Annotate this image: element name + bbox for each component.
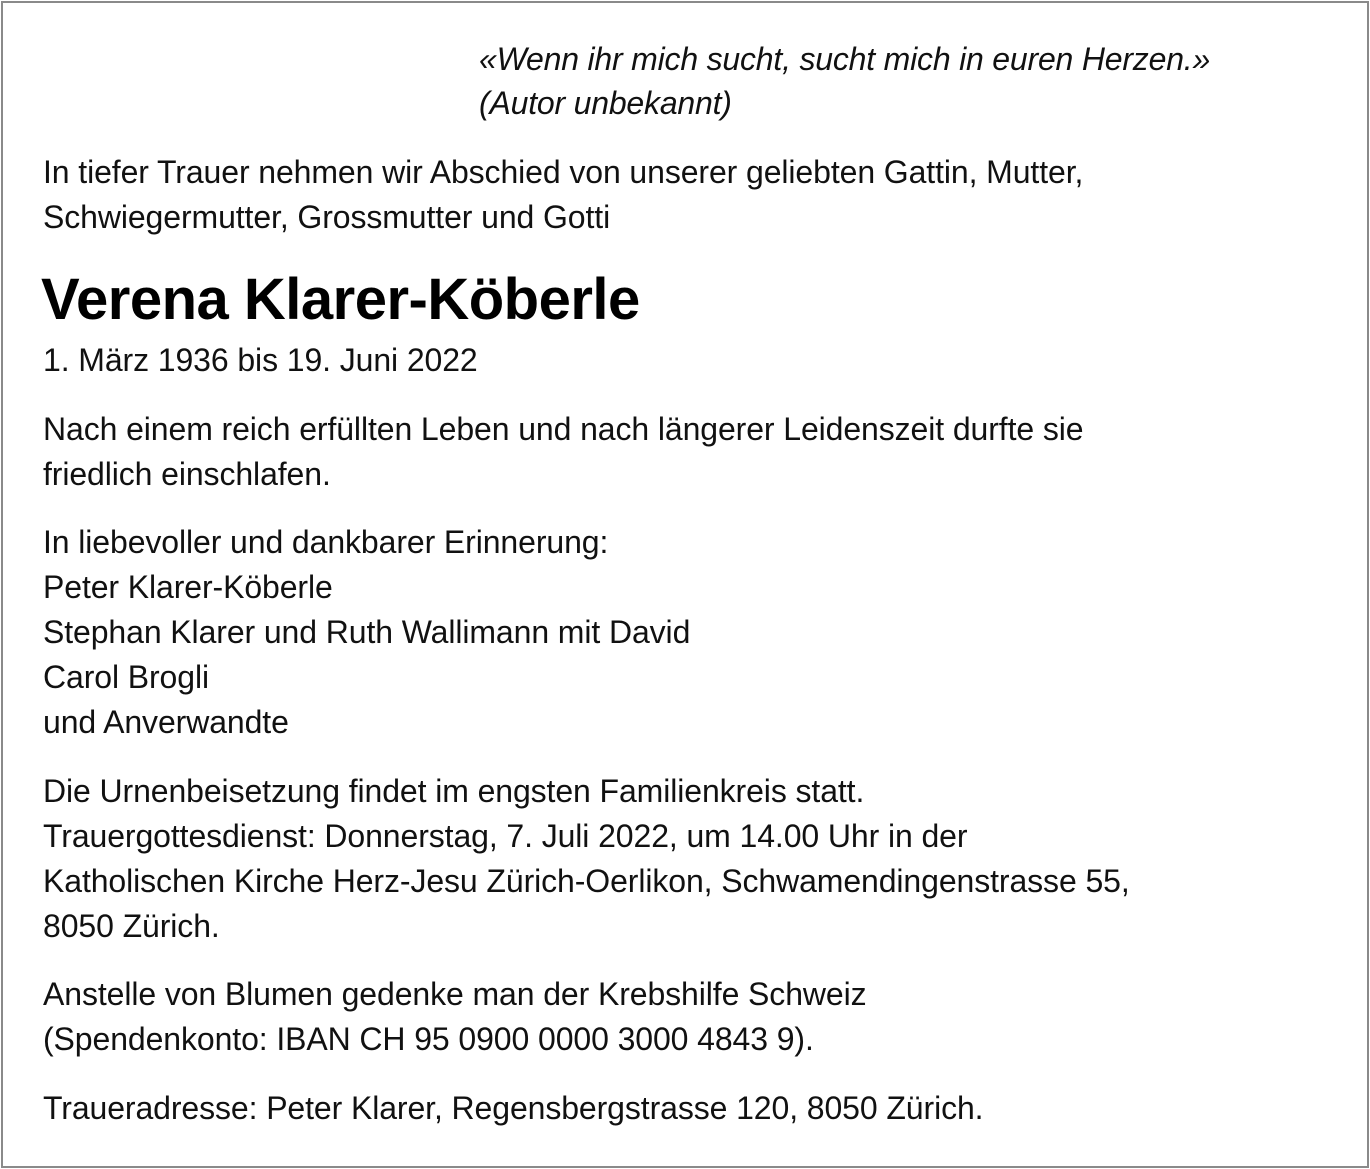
- donation-line: Anstelle von Blumen gedenke man der Krebshilfe Schweiz: [43, 976, 867, 1012]
- address-line: Traueradresse: Peter Klarer, Regensbergstrasse 120, 8050 Zürich.: [43, 1090, 984, 1126]
- memorial-quote: [479, 37, 1210, 125]
- quote-text: «Wenn ihr mich sucht, sucht mich in euren Herzen.»: [479, 41, 1211, 77]
- mourners-list: [43, 520, 690, 745]
- service-line: Katholischen Kirche Herz-Jesu Zürich-Oerlikon, Schwamendingenstrasse 55,: [43, 863, 1130, 899]
- life-paragraph: [43, 407, 1083, 497]
- life-dates-text: 1. März 1936 bis 19. Juni 2022: [43, 342, 478, 378]
- service-line: Die Urnenbeisetzung findet im engsten Familienkreis statt.: [43, 773, 865, 809]
- intro-paragraph: [43, 150, 1083, 240]
- obituary-notice: [1, 1, 1369, 1168]
- service-paragraph: [43, 769, 1130, 949]
- mourner-name: Stephan Klarer und Ruth Wallimann mit David: [43, 614, 691, 650]
- service-line: Trauergottesdienst: Donnerstag, 7. Juli 2022, um 14.00 Uhr in der: [43, 818, 968, 854]
- life-dates: [43, 338, 478, 383]
- intro-line: In tiefer Trauer nehmen wir Abschied von unserer geliebten Gattin, Mutter,: [43, 154, 1084, 190]
- donation-paragraph: [43, 972, 867, 1062]
- mourner-name: Peter Klarer-Köberle: [43, 569, 333, 605]
- deceased-name: Verena Klarer-Köberle: [41, 267, 640, 332]
- mourner-name: Carol Brogli: [43, 659, 209, 695]
- donation-account: (Spendenkonto: IBAN CH 95 0900 0000 3000 4843 9).: [43, 1021, 814, 1057]
- mourner-name: und Anverwandte: [43, 704, 289, 740]
- life-line: friedlich einschlafen.: [43, 456, 331, 492]
- quote-author: (Autor unbekannt): [479, 85, 732, 121]
- service-line: 8050 Zürich.: [43, 908, 220, 944]
- intro-line: Schwiegermutter, Grossmutter und Gotti: [43, 199, 611, 235]
- mourners-heading: In liebevoller und dankbarer Erinnerung:: [43, 524, 609, 560]
- mourning-address: [43, 1086, 983, 1131]
- life-line: Nach einem reich erfüllten Leben und nach längerer Leidenszeit durfte sie: [43, 411, 1084, 447]
